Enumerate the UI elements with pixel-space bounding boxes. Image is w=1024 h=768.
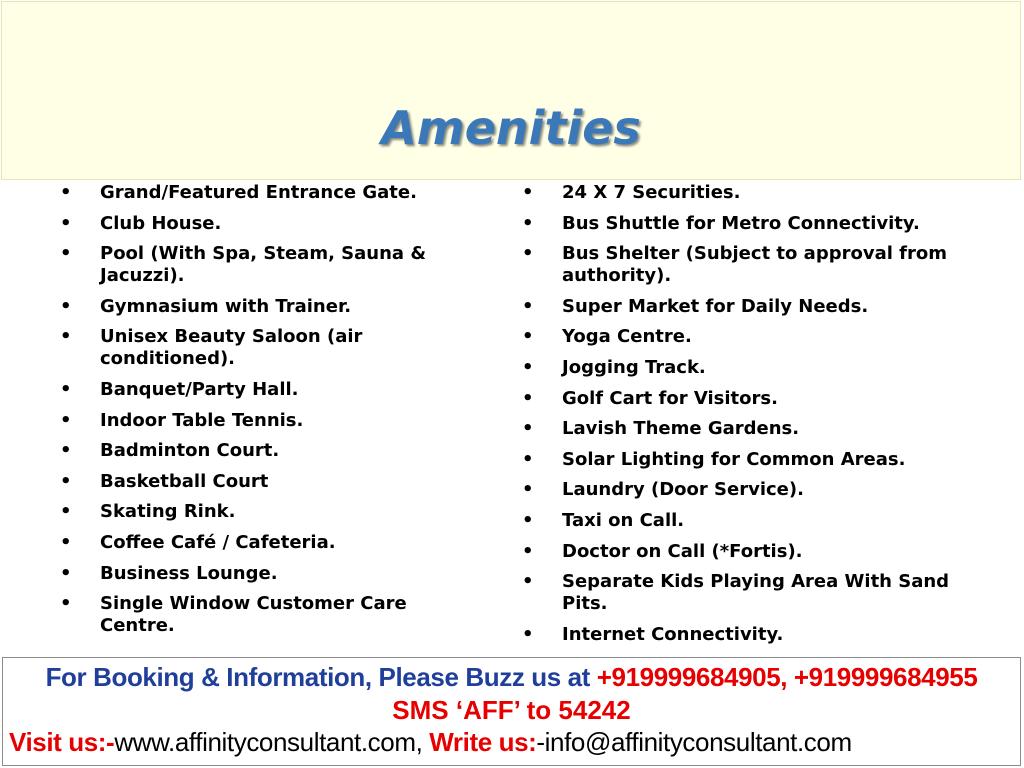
list-item	[520, 541, 990, 563]
list-item-text: Single Window Customer Care Centre.	[100, 593, 407, 637]
list-item	[58, 410, 458, 432]
list-item	[520, 418, 990, 440]
list-item-text: Doctor on Call (*Fortis).	[562, 540, 803, 562]
page-title: Amenities	[381, 101, 641, 155]
list-item	[520, 449, 990, 471]
list-item-text: Laundry (Door Service).	[562, 479, 804, 501]
website-link[interactable]: www.affinityconsultant.com,	[114, 727, 430, 757]
bullet-icon: •	[522, 509, 534, 531]
list-item-text: Taxi on Call.	[562, 509, 685, 531]
list-item	[58, 379, 458, 401]
bullet-icon: •	[60, 562, 72, 584]
list-item-text: Bus Shuttle for Metro Connectivity.	[562, 212, 920, 234]
bullet-icon: •	[60, 501, 72, 523]
list-item	[58, 471, 458, 493]
list-item	[58, 326, 458, 370]
list-item-text: Yoga Centre.	[562, 326, 692, 348]
bullet-icon: •	[60, 212, 72, 234]
amenities-left-column	[58, 182, 458, 646]
list-item	[520, 296, 990, 318]
list-item-text: Gymnasium with Trainer.	[100, 295, 352, 317]
list-item	[58, 563, 458, 585]
bullet-icon: •	[522, 243, 534, 265]
list-item	[58, 182, 458, 204]
list-item-text: Internet Connectivity.	[562, 623, 784, 645]
list-item-text: Golf Cart for Visitors.	[562, 387, 778, 409]
list-item-text: Unisex Beauty Saloon (air conditioned).	[100, 326, 363, 370]
bullet-icon: •	[60, 378, 72, 400]
amenities-right-column	[520, 182, 990, 654]
bullet-icon: •	[522, 418, 534, 440]
list-item	[520, 326, 990, 348]
title-box	[1, 1, 1021, 180]
contact-footer	[2, 657, 1021, 766]
bullet-icon: •	[522, 540, 534, 562]
list-item	[58, 440, 458, 462]
bullet-icon: •	[522, 571, 534, 593]
list-item-text: Pool (With Spa, Steam, Sauna & Jacuzzi).	[100, 243, 427, 287]
list-item-text: Grand/Featured Entrance Gate.	[100, 182, 417, 203]
list-item	[520, 624, 990, 646]
list-item-text: Super Market for Daily Needs.	[562, 295, 869, 317]
bullet-icon: •	[60, 470, 72, 492]
bullet-icon: •	[522, 295, 534, 317]
list-item	[520, 388, 990, 410]
write-label: Write us:	[429, 727, 537, 757]
bullet-icon: •	[522, 387, 534, 409]
bullet-icon: •	[522, 448, 534, 470]
amenities-right-list	[520, 182, 990, 646]
list-item	[520, 571, 990, 615]
bullet-icon: •	[522, 182, 534, 203]
list-item	[520, 510, 990, 532]
bullet-icon: •	[60, 440, 72, 462]
bullet-icon: •	[60, 295, 72, 317]
list-item	[58, 243, 458, 287]
bullet-icon: •	[522, 479, 534, 501]
bullet-icon: •	[60, 182, 72, 203]
list-item	[520, 479, 990, 501]
bullet-icon: •	[522, 212, 534, 234]
bullet-icon: •	[60, 326, 72, 348]
list-item	[520, 243, 990, 287]
booking-line	[3, 662, 1020, 692]
list-item-text: Banquet/Party Hall.	[100, 378, 299, 400]
list-item-text: 24 X 7 Securities.	[562, 182, 741, 203]
list-item-text: Badminton Court.	[100, 440, 280, 462]
sms-line: SMS ‘AFF’ to 54242	[392, 695, 631, 725]
list-item-text: Separate Kids Playing Area With Sand Pits.	[562, 571, 950, 615]
bullet-icon: •	[522, 356, 534, 378]
list-item	[520, 213, 990, 235]
contact-line	[9, 727, 852, 757]
list-item-text: Lavish Theme Gardens.	[562, 418, 800, 440]
list-item-text: Coffee Café / Cafeteria.	[100, 531, 336, 553]
bullet-icon: •	[60, 531, 72, 553]
phone-numbers: +919999684905, +919999684955	[596, 662, 978, 692]
list-item-text: Indoor Table Tennis.	[100, 409, 304, 431]
amenities-left-list	[58, 182, 458, 637]
list-item-text: Solar Lighting for Common Areas.	[562, 448, 906, 470]
list-item	[58, 501, 458, 523]
bullet-icon: •	[60, 243, 72, 265]
list-item	[58, 593, 458, 637]
visit-label: Visit us:-	[9, 727, 115, 757]
bullet-icon: •	[522, 623, 534, 645]
booking-text: For Booking & Information, Please Buzz us at	[45, 662, 597, 692]
list-item	[520, 182, 990, 204]
list-item-text: Club House.	[100, 212, 222, 234]
list-item-text: Skating Rink.	[100, 501, 236, 523]
list-item-text: Basketball Court	[100, 470, 269, 492]
email-link[interactable]: -info@affinityconsultant.com	[536, 727, 852, 757]
bullet-icon: •	[522, 326, 534, 348]
list-item-text: Bus Shelter (Subject to approval from authority).	[562, 243, 947, 287]
list-item	[58, 532, 458, 554]
list-item-text: Jogging Track.	[562, 356, 706, 378]
bullet-icon: •	[60, 409, 72, 431]
bullet-icon: •	[60, 593, 72, 615]
list-item	[58, 296, 458, 318]
list-item	[520, 357, 990, 379]
list-item	[58, 213, 458, 235]
list-item-text: Business Lounge.	[100, 562, 278, 584]
